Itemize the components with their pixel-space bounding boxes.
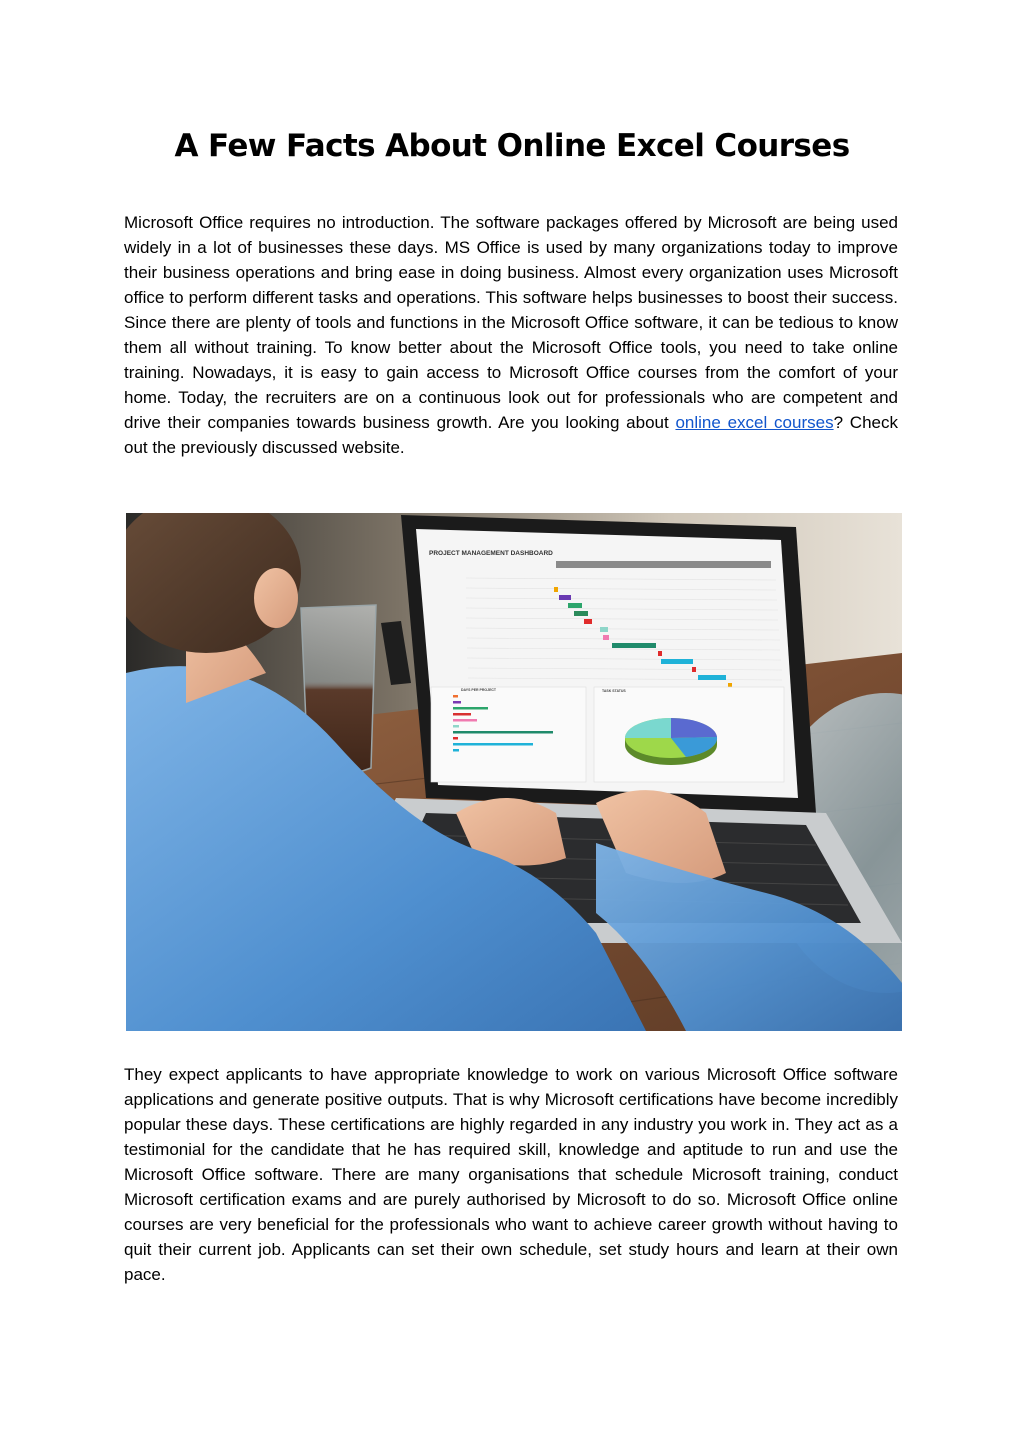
intro-paragraph	[124, 210, 898, 460]
days-per-project-heading: DAYS PER PROJECT	[461, 688, 497, 692]
online-excel-courses-link[interactable]: online excel courses	[675, 413, 834, 432]
intro-text-before-link: Microsoft Office requires no introduction. The software packages offered by Microsoft are being used widely in a lot of businesses these days. MS Office is used by many organizations today to improve their business operations and bring ease in doing business. Almost every organization uses Microsoft office to perform different tasks and operations. This software helps businesses to boost their success. Since there are plenty of tools and functions in the Microsoft Office software, it can be tedious to know them all without training. To know better about the Microsoft Office tools, you need to take online training. Nowadays, it is easy to gain access to Microsoft Office courses from the comfort of your home. Today, the recruiters are on a continuous look out for professionals who are competent and drive their companies towards business growth. Are you looking about	[124, 213, 898, 432]
dashboard-heading: PROJECT MANAGEMENT DASHBOARD	[429, 550, 553, 557]
intro-text-after-link: ? Check out the previously discussed website.	[124, 413, 898, 457]
page-title: A Few Facts About Online Excel Courses	[174, 128, 850, 164]
task-status-heading: TASK STATUS	[602, 689, 626, 693]
laptop-dashboard-photo	[126, 513, 902, 1031]
body-paragraph: They expect applicants to have appropriate knowledge to work on various Microsoft Office software applications and generate positive outputs. That is why Microsoft certifications have become incredibly popular these days. These certifications are highly regarded in any industry you work in. They act as a testimonial for the candidate that he has required skill, knowledge and aptitude to run and use the Microsoft Office software. There are many organisations that schedule Microsoft training, conduct Microsoft certification exams and are purely authorised by Microsoft to do so. Microsoft Office online courses are very beneficial for the professionals who want to achieve career growth without having to quit their current job. Applicants can set their own schedule, set study hours and learn at their own pace.	[124, 1065, 898, 1284]
